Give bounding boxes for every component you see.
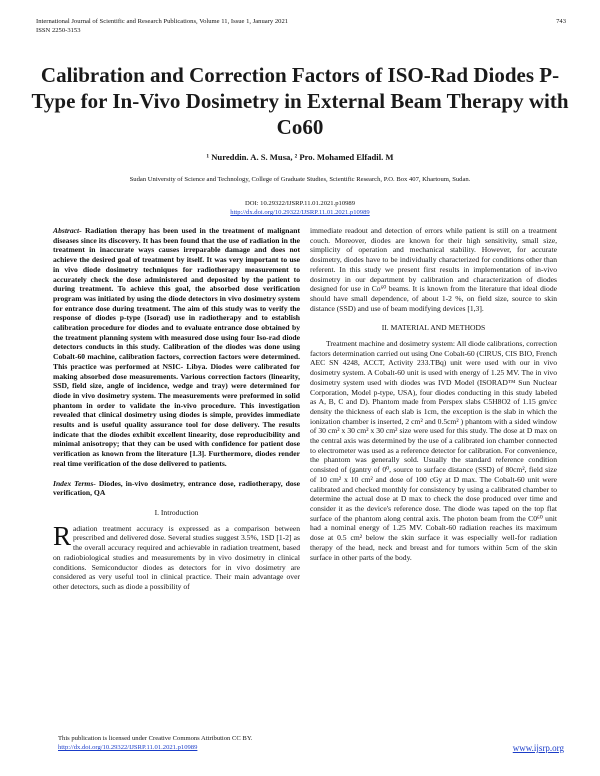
intro-text: adiation treatment accuracy is expressed as a comparison between prescribed and delivered dose. Several studies suggest 3.5%, 1SD [1-2] as the overall accuracy required and achievable in radiation treatment, based on radiobiological studies and measurements by in vivo dosimetry in clinical conditions. Semiconductor diodes as detectors for in vivo dosimetry are considered as very useful tool in clinical practice. Their main advantage over other detectors, such as diode a possibility of bbox=[53, 523, 300, 591]
intro-paragraph bbox=[53, 520, 300, 592]
authors: ¹ Nureddin. A. S. Musa, ² Pro. Mohamed Elfadil. M bbox=[206, 152, 394, 162]
right-column bbox=[310, 226, 557, 562]
abstract bbox=[53, 226, 300, 469]
left-column bbox=[53, 226, 300, 592]
methods-paragraph: Treatment machine and dosimetry system: All diode calibrations, correction factors determination carried out using One Cobalt-60 (CIRUS, CIS BIO, French AEC SN 4248, ACCT, Activity 233.TBq) unit were used with our in vivo dosimetry system. A Cobalt-60 unit is used with energy of 1.25 MV. The in vivo dosimetry system used with diodes was IVD Model (ISORAD™ Sun Nuclear Corporation, Model p-type, USA), four diodes conducting in this study labeled as A, B, C and D). Phantom made from Perspex slabs C5H8O2 of 1.15 gm/cc density the thickness of each slab is 1cm, the exception is the slab in which the ionization chamber is inserted, 2 cm² and 0.5cm² ) phantom with a sided window of 30 cm² x 30 cm² x 30 cm² size were used for this study. The dose at D max on the central axis was determined by the use of a calibrated ion chamber connected to electrometer was used as a reference detector for calibration. For convenience, the phantom was generally sold. Usually the standard reference condition consisted of (gantry of 0⁰, source to surface distance (SSD) of 80cm², field size of 10 cm² x 10 cm² and dose of 100 cGy at D max. The Cobalt-60 unit were calibrated and checked monthly for consistency by using a calibrated chamber to determine the actual dose at D max to check the dose produced over time and consider it as the device's reference dose. The diode was taped on the top flat surface of the phantom along central axis. The photon beam from the C0⁶⁰ unit had a nominal energy of 1.25 MV. Cobalt-60 radiation reaches its maximum dose at 0.5 cm² below the skin surface it was especially well-for radiation therapy of the head, neck and breast and for tumors within 5cm of the skin surface in other parts of the body. bbox=[310, 339, 557, 562]
doi-link[interactable]: http://dx.doi.org/10.29322/IJSRP.11.01.2021.p10989 bbox=[230, 209, 370, 216]
page-number: 743 bbox=[556, 18, 566, 25]
index-terms-text: Diodes, in-vivo dosimetry, entrance dose, radiotherapy, dose verification, QA bbox=[53, 478, 300, 498]
license-text: This publication is licensed under Creative Commons Attribution CC BY. bbox=[58, 735, 253, 742]
abstract-label: Abstract- bbox=[53, 226, 82, 235]
website-link[interactable]: www.ijsrp.org bbox=[512, 743, 564, 753]
journal-name: International Journal of Scientific and Research Publications, Volume 11, Issue 1, January 2021 bbox=[36, 18, 289, 25]
paper-title: Calibration and Correction Factors of ISO-Rad Diodes P-Type for In-Vivo Dosimetry in External Beam Therapy with Co60 bbox=[31, 63, 569, 139]
footer bbox=[58, 734, 558, 752]
intro-continued: immediate readout and detection of errors while patient is still on a treatment couch. Moreover, diodes are known for their high sensitivity, small size, simplicity of operation and mechanical stability. However, for accurate dosimetry, diodes have to be individually characterized for conditions other than referent. In this study we present first results in implementation of in-vivo dosimetry in our department by calibration and characterization of diodes designed for use in Co⁶⁰ beams. It is known from the literature that ideal diode should have small dependence, of about 1-2 %, on field size, source to skin distance (SSD) and use of beam modifying devices [1,3]. bbox=[310, 226, 557, 313]
doi-block bbox=[0, 199, 600, 217]
section-heading-methods: II. MATERIAL AND METHODS bbox=[381, 323, 486, 333]
issn: ISSN 2250-3153 bbox=[36, 27, 81, 34]
doi-text: DOI: 10.29322/IJSRP.11.01.2021.p10989 bbox=[244, 200, 356, 207]
footer-doi-link[interactable]: http://dx.doi.org/10.29322/IJSRP.11.01.2021.p10989 bbox=[58, 744, 198, 751]
section-heading-introduction: I. Introduction bbox=[154, 507, 199, 517]
index-terms bbox=[53, 479, 300, 498]
affiliation: Sudan University of Science and Technology, College of Graduate Studies, Scientific Research, P.O. Box 407, Khartoum, Sudan. bbox=[129, 176, 471, 183]
abstract-text: Radiation therapy has been used in the treatment of malignant diseases since its discovery. It has been found that the use of radiation in the treatment in inaccurate ways causes irreparable damage and does not achieve the desired goal of treatment by itself. It was very important to use in vivo diode dosimetry techniques for radiotherapy measurement to accurately check the dose administered and deposited by the patient to during treatment. To achieve this goal, the absorbed dose verification program was initiated by using the diode detectors in vivo dosimetry system for entrance dose during treatment. The aim of this study was to verify the response of diodes p-type (Isorad) use in radiotherapy and to establish calibration procedure for diodes and to evaluate entrance dose obtained by the treatment planning system with measured dose using four Iso-rad diode detectors conducts in this study. Calibration of the diodes was done using Cobalt-60 machine, calibration factors, correction factors were determined. This practice was performed at NSIC- Libya. Diodes were calibrated for making absorbed dose measurements. Various correction factors (linearity, SSD, field size, angle of incidence, wedge and tray) were determined for diode in vivo dosimetry system. The measurements were preformed in solid phantom in order to validate the in-vivo procedure. This investigation revealed that clinical dosimetry using diodes is simple, provides immediate results and is useful quality assurance tool for dose delivery. The results indicate that the diodes exhibit excellent linearity, dose reproducibility and minimal anisotropy; that they can be used with confidence for patient dose verification as known from the literature [1.3]. Furthermore, diodes render real time verification of the dose delivered to patients. bbox=[53, 226, 301, 468]
running-header bbox=[36, 17, 566, 35]
index-terms-label: Index Terms- bbox=[53, 478, 96, 488]
drop-cap: R bbox=[53, 520, 72, 551]
